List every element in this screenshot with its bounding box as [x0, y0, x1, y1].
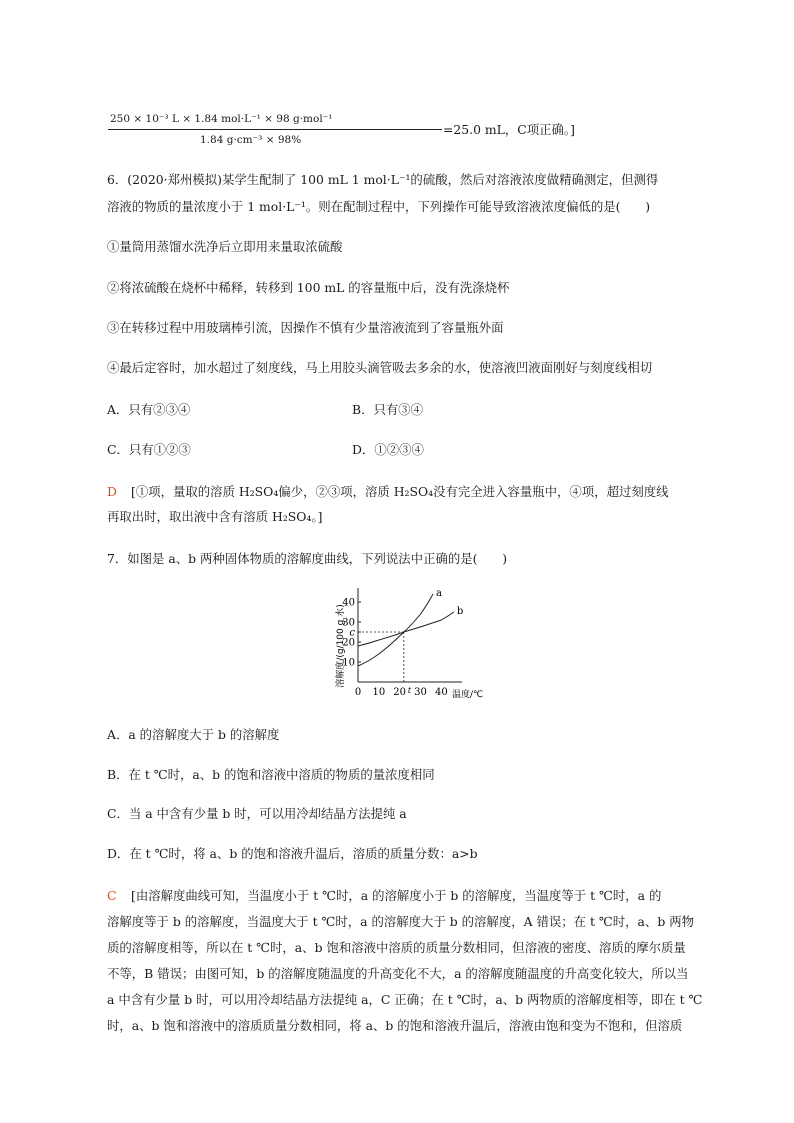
q6-item-1: ①量筒用蒸馏水洗净后立即用来量取浓硫酸: [107, 239, 343, 254]
q6-item-4: ④最后定容时，加水超过了刻度线，马上用胶头滴管吸去多余的水，使溶液凹液面刚好与刻度线相切: [107, 360, 653, 375]
q7-option-b: B．在 t ℃时，a、b 的饱和溶液中溶质的物质的量浓度相同: [107, 767, 435, 782]
chart-y-tick-label: c: [349, 627, 355, 639]
chart-curve-label-b: b: [456, 606, 464, 617]
q6-answer-line1: [①项，量取的溶质 H₂SO₄偏少，②③项，溶质 H₂SO₄没有完全进入容量瓶中，④项，超过刻度线: [131, 484, 669, 499]
q7-option-a: A．a 的溶解度大于 b 的溶解度: [107, 727, 280, 742]
q6-answer-letter: D: [107, 484, 117, 499]
fraction-result: =25.0 mL，C项正确。]: [443, 122, 575, 137]
q6-option-c: C．只有①②③: [107, 442, 191, 457]
fraction-denominator: 1.84 g·cm⁻³ × 98%: [200, 134, 302, 146]
chart-y-axis-label: 溶解度/(g/100 g 水): [336, 604, 346, 688]
q7-answer-line1: [由溶解度曲线可知，当温度小于 t ℃时，a 的溶解度小于 b 的溶解度，当温度等于 t ℃时，a 的: [131, 888, 662, 903]
q7-answer-line4: 不等，B 错误；由图可知，b 的溶解度随温度的升高变化不大，a 的溶解度随温度的升高变化较大，所以当: [107, 966, 689, 981]
fraction-numerator: 250 × 10⁻³ L × 1.84 mol·L⁻¹ × 98 g·mol⁻¹: [110, 113, 333, 125]
chart-curve-a: [358, 594, 433, 666]
q7-option-d: D．在 t ℃时，将 a、b 的饱和溶液升温后，溶质的质量分数：a>b: [107, 846, 478, 861]
q6-stem-line2: 溶液的物质的量浓度小于 1 mol·L⁻¹。则在配制过程中，下列操作可能导致溶液浓度偏低的是( ): [107, 199, 651, 214]
q7-answer-line6: 时，a、b 饱和溶液中的溶质质量分数相同，将 a、b 的饱和溶液升温后，溶液由饱和变为不饱和，但溶质: [107, 1018, 683, 1033]
q6-option-d: D．①②③④: [352, 442, 424, 457]
q7-answer-line5: a 中含有少量 b 时，可以用冷却结晶方法提纯 a，C 正确；在 t ℃时，a、b 两物质的溶解度相等，即在 t ℃: [107, 992, 703, 1007]
chart-curve-b: [358, 612, 454, 646]
chart-x-tick-label: 40: [434, 687, 448, 698]
q7-answer-line3: 质的溶解度相等，所以在 t ℃时，a、b 饱和溶液中溶质的质量分数相同，但溶液的密度、溶质的摩尔质量: [107, 940, 686, 955]
chart-y-tick-label: 30: [342, 617, 355, 629]
q7-option-c: C．当 a 中含有少量 b 时，可以用冷却结晶方法提纯 a: [107, 806, 407, 821]
chart-y-tick-label: 10: [342, 657, 355, 669]
chart-x-axis-label: 温度/℃: [452, 690, 484, 700]
q7-answer-line2: 溶解度等于 b 的溶解度，当温度大于 t ℃时，a 的溶解度大于 b 的溶解度，A 错误；在 t ℃时，a、b 两物: [107, 914, 694, 929]
q7-stem: 7．如图是 a、b 两种固体物质的溶解度曲线，下列说法中正确的是( ): [107, 551, 508, 566]
fraction-bar: [108, 129, 442, 130]
chart-y-tick-label: 20: [342, 637, 355, 649]
q6-answer-line2: 再取出时，取出液中含有溶质 H₂SO₄。]: [107, 509, 323, 524]
chart-y-tick-label: 40: [342, 597, 355, 609]
q6-item-3: ③在转移过程中用玻璃棒引流，因操作不慎有少量溶液流到了容量瓶外面: [107, 320, 504, 335]
q6-item-2: ②将浓硫酸在烧杯中稀释，转移到 100 mL 的容量瓶中后，没有洗涤烧杯: [107, 280, 510, 295]
chart-axes: [358, 588, 462, 682]
chart-x-tick-label: 20: [393, 687, 407, 698]
chart-curve-label-a: a: [436, 588, 442, 599]
q7-answer-letter: C: [107, 888, 117, 903]
chart-x-tick-label: 30: [414, 687, 427, 698]
chart-x-tick-label: 10: [372, 687, 386, 698]
chart-x-tick-label: 0: [354, 687, 362, 698]
chart-curves: [358, 588, 463, 666]
q6-option-b: B．只有③④: [352, 402, 424, 417]
solubility-chart: [325, 586, 495, 706]
chart-t-tick-label: t: [407, 686, 412, 695]
q6-stem-line1: 6．(2020·郑州模拟)某学生配制了 100 mL 1 mol·L⁻¹的硫酸，然后对溶液浓度做精确测定，但测得: [107, 172, 659, 187]
q6-option-a: A．只有②③④: [107, 402, 191, 417]
